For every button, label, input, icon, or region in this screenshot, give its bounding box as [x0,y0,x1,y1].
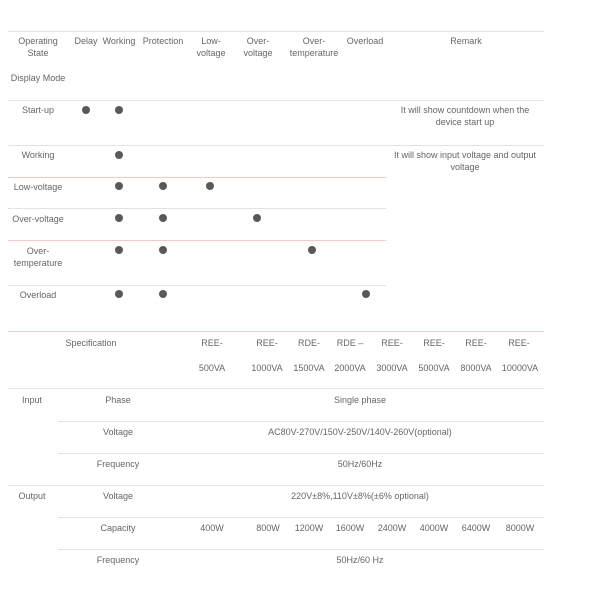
spec-label-input-frequency: Frequency [96,459,140,469]
header-overload: Overload [346,36,384,46]
header-low-voltage: Low-voltage [196,36,226,58]
spec-label-input-voltage: Voltage [102,427,134,437]
model-prefix: RDE – [336,338,364,348]
model-rating: 2000VA [334,363,366,373]
header-over-voltage: Over-voltage [243,36,273,58]
model-rating: 10000VA [501,363,539,373]
indicator-dot [115,182,123,190]
table-rule [8,208,386,209]
spec-value-input-frequency: 50Hz/60Hz [337,459,383,469]
model-rating: 1000VA [251,363,283,373]
header-operating-state: Operating State [18,36,58,58]
model-rating: 3000VA [376,363,408,373]
table-rule [8,331,544,332]
group-label-output: Output [18,491,46,501]
spec-value-phase: Single phase [333,395,387,405]
indicator-dot [115,246,123,254]
capacity-value: 800W [256,523,280,533]
indicator-dot [159,214,167,222]
table-rule [8,145,544,146]
spec-label-output-voltage: Voltage [102,491,134,501]
header-protection: Protection [142,36,184,46]
table-rule [8,388,544,389]
header-display-mode: Display Mode [10,73,66,83]
spec-label-capacity: Capacity [100,523,136,533]
remark-working: It will show input voltage and output voltage [393,150,537,172]
model-prefix: RDE- [298,338,320,348]
indicator-dot [159,290,167,298]
indicator-dot [115,151,123,159]
header-working: Working [102,36,136,46]
table-rule [8,485,544,486]
model-prefix: REE- [381,338,403,348]
capacity-value: 6400W [461,523,491,533]
indicator-dot [115,106,123,114]
model-rating: 8000VA [460,363,492,373]
indicator-dot [159,182,167,190]
indicator-dot [82,106,90,114]
header-remark: Remark [450,36,482,46]
capacity-value: 4000W [419,523,449,533]
model-rating: 1500VA [293,363,325,373]
table-rule [8,285,386,286]
model-rating: 500VA [198,363,226,373]
table-rule [8,100,544,101]
model-rating: 5000VA [418,363,450,373]
spec-label-phase: Phase [105,395,131,405]
row-label-over-temperature: Over-temperature [13,246,63,268]
capacity-value: 1600W [335,523,365,533]
table-rule [58,549,544,550]
row-label-over-voltage: Over-voltage [12,214,64,224]
indicator-dot [115,214,123,222]
row-label-low-voltage: Low-voltage [13,182,63,192]
model-prefix: REE- [201,338,223,348]
table-rule [58,453,544,454]
capacity-value: 400W [200,523,224,533]
row-label-overload: Overload [19,290,57,300]
capacity-value: 2400W [377,523,407,533]
remark-start-up: It will show countdown when the device start up [400,105,530,127]
model-prefix: REE- [256,338,278,348]
model-prefix: REE- [465,338,487,348]
table-rule [8,31,544,32]
model-prefix: REE- [423,338,445,348]
capacity-value: 1200W [294,523,324,533]
model-prefix: REE- [508,338,530,348]
spec-value-input-voltage: AC80V-270V/150V-250V/140V-260V(optional) [268,427,452,437]
group-label-input: Input [21,395,43,405]
spec-value-output-voltage: 220V±8%,110V±8%(±6% optional) [291,491,429,501]
indicator-dot [115,290,123,298]
row-label-start-up: Start-up [21,105,54,115]
indicator-dot [308,246,316,254]
spec-value-output-frequency: 50Hz/60 Hz [336,555,384,565]
capacity-value: 8000W [505,523,535,533]
header-delay: Delay [74,36,98,46]
header-over-temperature: Over-temperature [289,36,339,58]
spec-label-output-frequency: Frequency [96,555,140,565]
row-label-working: Working [21,150,55,160]
indicator-dot [159,246,167,254]
table-rule [58,421,544,422]
header-specification: Specification [65,338,117,348]
indicator-dot [253,214,261,222]
indicator-dot [362,290,370,298]
table-rule [58,517,544,518]
table-rule [8,240,386,241]
table-rule [8,177,386,178]
indicator-dot [206,182,214,190]
